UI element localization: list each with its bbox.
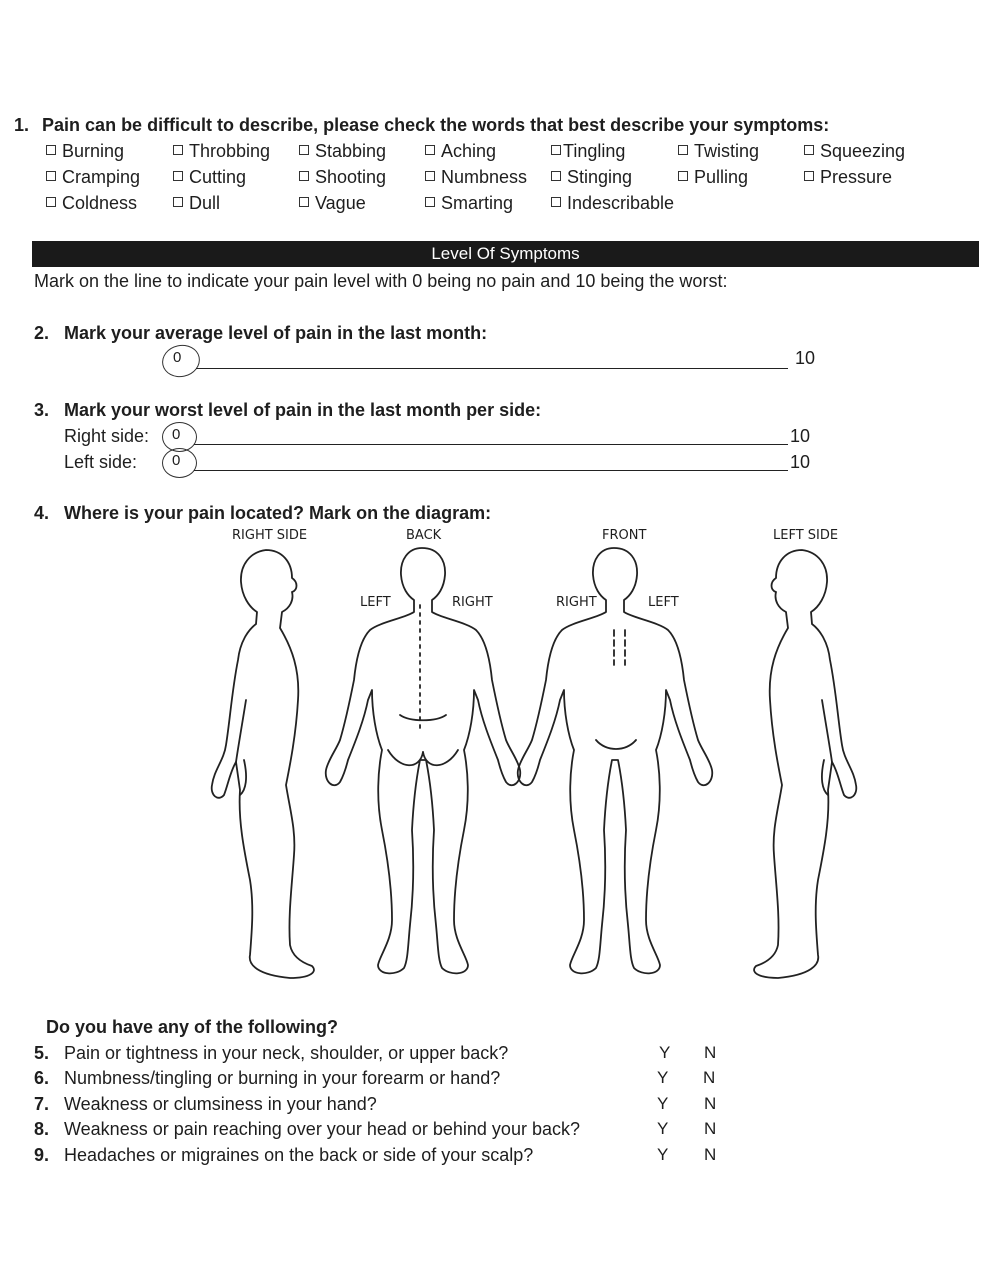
checkbox[interactable] [678,145,688,155]
followup-question-9: 9. Headaches or migraines on the back or side of your scalp? [34,1145,534,1165]
followup-question-7: 7. Weakness or clumsiness in your hand? [34,1094,377,1114]
option-twisting[interactable]: Twisting [678,141,759,162]
checkbox[interactable] [46,145,56,155]
diagram-label-right-side: RIGHT SIDE [232,528,308,543]
option-burning[interactable]: Burning [46,141,124,162]
option-vague[interactable]: Vague [299,193,366,214]
diagram-label-front: FRONT [602,528,647,543]
diagram-label-back: BACK [406,528,442,543]
scale-max-label: 10 [790,426,811,446]
section-title: Level Of Symptoms [431,244,580,263]
checkbox[interactable] [299,145,309,155]
option-throbbing[interactable]: Throbbing [173,141,270,162]
option-pulling[interactable]: Pulling [678,167,748,188]
checkbox[interactable] [46,171,56,181]
checkbox[interactable] [551,197,561,207]
checkbox[interactable] [551,171,561,181]
question-number: 3. [34,400,50,420]
scale-min-mark-right: 0 [172,426,181,443]
checkbox[interactable] [425,197,435,207]
yes-option[interactable]: Y [659,1043,671,1062]
followup-question-5: 5. Pain or tightness in your neck, shoulder, or upper back? [34,1043,509,1063]
no-option[interactable]: N [704,1043,717,1062]
question-4 [34,503,491,524]
checkbox[interactable] [46,197,56,207]
pain-scale-line-average[interactable] [196,368,788,369]
pain-scale-instruction: Mark on the line to indicate your pain level with 0 being no pain and 10 being the worst: [34,271,728,291]
no-option[interactable]: N [704,1119,717,1138]
diagram-label-left-side: LEFT SIDE [773,528,839,543]
followup-question-6: 6. Numbness/tingling or burning in your forearm or hand? [34,1068,501,1088]
yes-option[interactable]: Y [657,1068,669,1087]
question-text: Mark your worst level of pain in the last month per side: [64,400,542,420]
yes-option[interactable]: Y [657,1094,669,1113]
question-text: Mark your average level of pain in the last month: [64,323,488,343]
question-3 [34,400,541,421]
pain-scale-line-left[interactable] [194,470,788,471]
right-side-label: Right side: [64,426,150,446]
option-coldness[interactable]: Coldness [46,193,137,214]
back-right-label: RIGHT [452,595,493,610]
scale-max-label: 10 [790,452,811,472]
option-pressure[interactable]: Pressure [804,167,892,188]
question-1 [14,115,829,136]
option-cramping[interactable]: Cramping [46,167,140,188]
front-right-label: RIGHT [556,595,597,610]
body-right-side-view [212,550,314,978]
option-numbness[interactable]: Numbness [425,167,527,188]
no-option[interactable]: N [703,1068,716,1087]
question-text: Pain can be difficult to describe, please check the words that best describe your symptoms: [42,115,830,135]
checkbox[interactable] [804,171,814,181]
left-side-label: Left side: [64,452,138,472]
checkbox[interactable] [299,171,309,181]
checkbox[interactable] [173,145,183,155]
front-left-label: LEFT [648,595,679,610]
option-tingling[interactable]: Tingling [551,141,625,162]
option-aching[interactable]: Aching [425,141,496,162]
section-header-bar [32,241,979,267]
option-stinging[interactable]: Stinging [551,167,632,188]
option-dull[interactable]: Dull [173,193,220,214]
option-cutting[interactable]: Cutting [173,167,246,188]
question-number: 1. [14,115,30,135]
option-shooting[interactable]: Shooting [299,167,386,188]
option-stabbing[interactable]: Stabbing [299,141,386,162]
checkbox[interactable] [425,145,435,155]
option-smarting[interactable]: Smarting [425,193,513,214]
scale-min-mark: 0 [173,349,182,366]
scale-min-mark-left: 0 [172,452,181,469]
checkbox[interactable] [804,145,814,155]
no-option[interactable]: N [704,1094,717,1113]
back-left-label: LEFT [360,595,391,610]
followup-heading: Do you have any of the following? [46,1017,339,1037]
followup-question-8: 8. Weakness or pain reaching over your head or behind your back? [34,1119,580,1139]
pain-scale-line-right[interactable] [194,444,788,445]
yes-option[interactable]: Y [657,1119,669,1138]
body-left-side-view [754,550,856,978]
question-number: 2. [34,323,50,343]
checkbox[interactable] [678,171,688,181]
question-text: Where is your pain located? Mark on the diagram: [64,503,492,523]
question-2 [34,323,487,344]
option-indescribable[interactable]: Indescribable [551,193,674,214]
checkbox[interactable] [173,197,183,207]
checkbox[interactable] [173,171,183,181]
checkbox[interactable] [299,197,309,207]
yes-option[interactable]: Y [657,1145,669,1164]
option-squeezing[interactable]: Squeezing [804,141,905,162]
checkbox[interactable] [551,145,561,155]
no-option[interactable]: N [704,1145,717,1164]
body-back-view [326,548,521,973]
checkbox[interactable] [425,171,435,181]
body-front-view [518,548,713,973]
question-number: 4. [34,503,50,523]
scale-max-label: 10 [795,348,816,368]
